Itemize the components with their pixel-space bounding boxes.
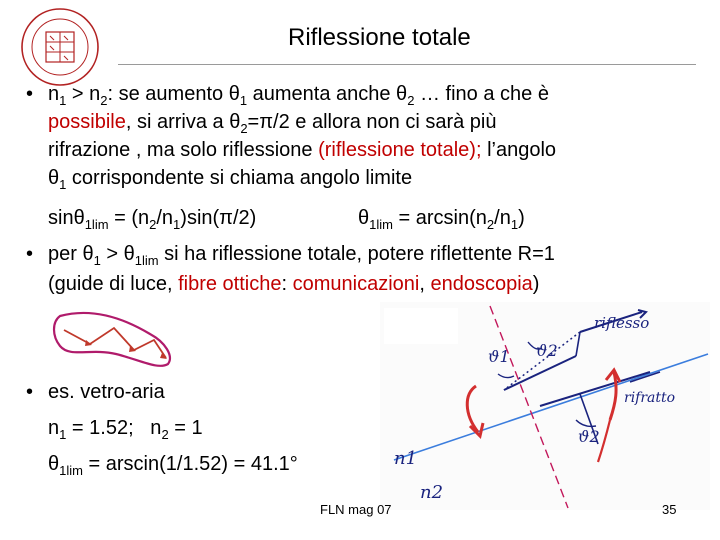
bullet1-line2: possibile, si arriva a $\theta_2=\pi/2$ e allora non ci sarà più bbox=[48, 111, 497, 136]
label-theta2-upper: ϑ2 bbox=[536, 341, 558, 360]
page-number: 35 bbox=[662, 502, 677, 517]
slide-title: Riflessione totale bbox=[288, 24, 471, 51]
university-logo bbox=[16, 6, 104, 88]
bullet1-formula-sin: $\sin\theta_{1lim} = (n_2/n_1)\sin(\pi/2)$ bbox=[48, 207, 257, 232]
label-theta2-lower: ϑ2 bbox=[578, 427, 600, 446]
bullet2-line1: per $\theta_1 > \theta_{1lim}$ si ha riflessione totale, potere riflettente R=1 bbox=[48, 243, 555, 268]
label-n1: n1 bbox=[394, 448, 418, 469]
title-divider bbox=[118, 64, 696, 65]
label-riflesso: riflesso bbox=[594, 314, 650, 332]
bullet3-line3: $\theta_{1lim}$ = arscin(1/1.52) = 41.1° bbox=[48, 453, 298, 478]
refraction-diagram bbox=[380, 302, 710, 510]
label-theta1: ϑ1 bbox=[488, 347, 510, 366]
footer-text: FLN mag 07 bbox=[320, 502, 392, 517]
label-rifratto: rifratto bbox=[624, 390, 676, 406]
bullet-marker: • bbox=[26, 83, 34, 105]
bullet1-line1: $n_1 > n_2$: se aumento $\theta_1$ aumenta anche $\theta_2$ … fino a che è bbox=[48, 83, 549, 108]
bullet3-line1: es. vetro-aria bbox=[48, 381, 165, 403]
light-guide-sketch bbox=[50, 306, 184, 372]
bullet-marker: • bbox=[26, 243, 34, 265]
bullet-marker: • bbox=[26, 381, 34, 403]
bullet1-line3: rifrazione , ma solo riflessione (riflessione totale); l’angolo bbox=[48, 139, 557, 161]
label-n2: n2 bbox=[420, 482, 444, 503]
bullet1-formula-arcsin: $\theta_{1lim} = \arcsin(n_2/n_1)$ bbox=[358, 207, 525, 232]
bullet1-line4: $\theta_1$ corrispondente si chiama angolo limite bbox=[48, 167, 413, 192]
bullet2-line2: (guide di luce, fibre ottiche: comunicazioni, endoscopia) bbox=[48, 273, 540, 295]
bullet3-line2: $n_1 = 1.52$; $n_2 = 1$ bbox=[48, 417, 203, 442]
